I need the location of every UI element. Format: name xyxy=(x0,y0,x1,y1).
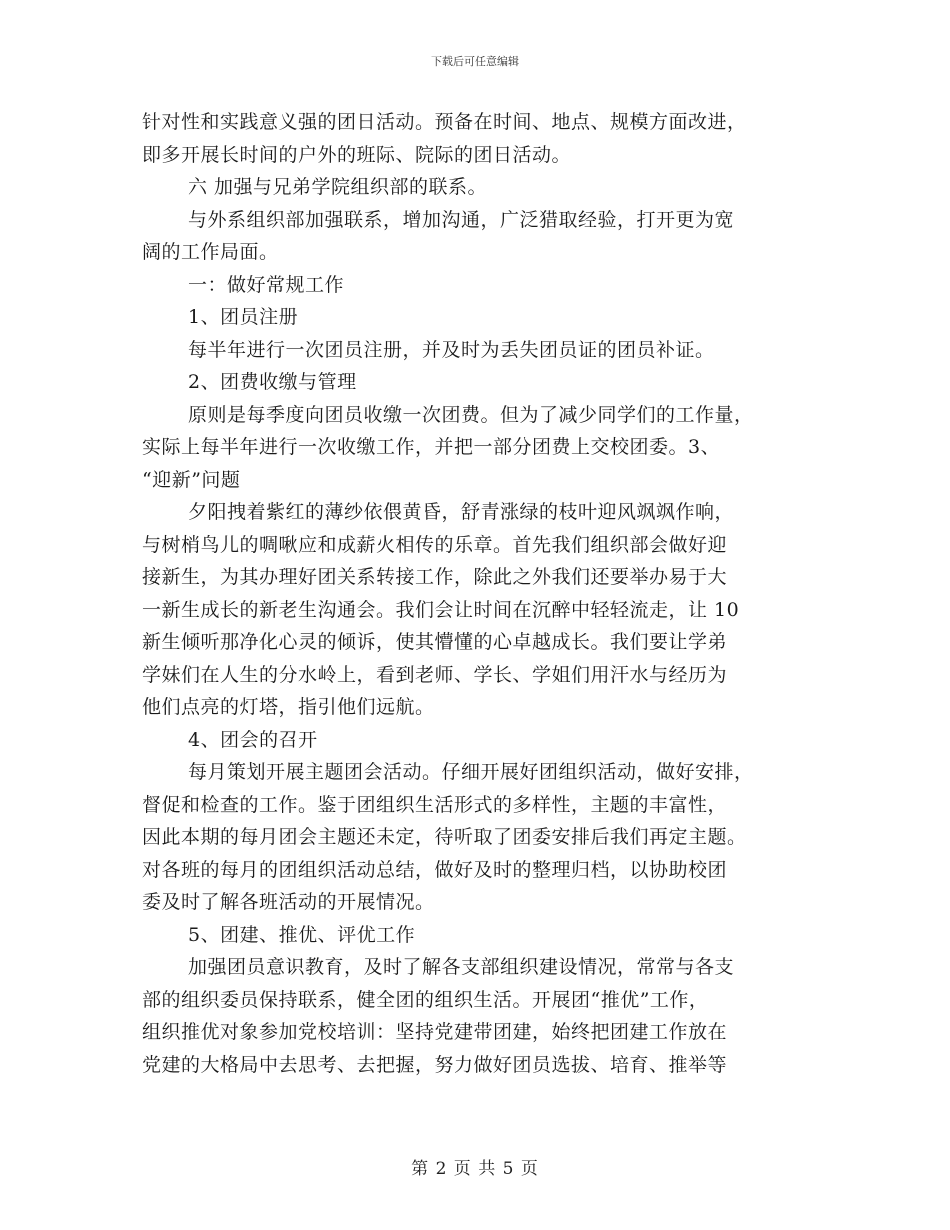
text-line: 党建的大格局中去思考、去把握，努力做好团员选拔、培育、推举等 xyxy=(142,1053,728,1076)
text-line: 接新生，为其办理好团关系转接工作，除此之外我们还要举办易于大 xyxy=(142,566,728,588)
page-footer: 第 2 页 共 5 页 xyxy=(411,1159,539,1179)
text-line: 阔的工作局面。 xyxy=(142,241,279,263)
text-line: 六 加强与兄弟学院组织部的联系。 xyxy=(188,176,488,198)
text-line: 每半年进行一次团员注册，并及时为丢失团员证的团员补证。 xyxy=(188,338,715,361)
text-line: 学妹们在人生的分水岭上，看到老师、学长、学姐们用汗水与经历为 xyxy=(142,663,728,686)
text-line: 夕阳拽着紫红的薄纱依偎黄昏，舒青涨绿的枝叶迎风飒飒作响， xyxy=(188,501,735,523)
text-line: 组织推优对象参加党校培训：坚持党建带团建，始终把团建工作放在 xyxy=(142,1021,728,1043)
page-header: 下载后可任意编辑 xyxy=(431,55,519,68)
text-line: 与外系组织部加强联系，增加沟通，广泛猎取经验，打开更为宽 xyxy=(188,208,735,231)
text-line: 1、团员注册 xyxy=(188,306,299,328)
text-line: 实际上每半年进行一次收缴工作，并把一部分团费上交校团委。3、 xyxy=(142,436,721,458)
text-line: “迎新”问题 xyxy=(142,468,241,491)
text-line: 委及时了解各班活动的开展情况。 xyxy=(142,891,435,913)
text-line: 2、团费收缴与管理 xyxy=(188,371,357,393)
text-line: 督促和检查的工作。鉴于团组织生活形式的多样性，主题的丰富性， xyxy=(142,793,728,816)
text-line: 新生倾听那净化心灵的倾诉，使其懵懂的心卓越成长。我们要让学弟 xyxy=(142,631,728,653)
text-line: 即多开展长时间的户外的班际、院际的团日活动。 xyxy=(142,143,572,166)
text-line: 加强团员意识教育，及时了解各支部组织建设情况，常常与各支 xyxy=(188,956,735,978)
text-line: 部的组织委员保持联系，健全团的组织生活。开展团“推优”工作， xyxy=(142,988,709,1011)
text-line: 针对性和实践意义强的团日活动。预备在时间、地点、规模方面改进， xyxy=(142,111,747,133)
text-line: 一新生成长的新老生沟通会。我们会让时间在沉醉中轻轻流走，让 10 xyxy=(142,598,740,621)
text-line: 他们点亮的灯塔，指引他们远航。 xyxy=(142,696,435,718)
text-line: 因此本期的每月团会主题还未定，待听取了团委安排后我们再定主题。 xyxy=(142,826,747,848)
text-line: 对各班的每月的团组织活动总结，做好及时的整理归档，以协助校团 xyxy=(142,858,728,881)
text-line: 5、团建、推优、评优工作 xyxy=(188,923,416,946)
document-body xyxy=(142,106,822,1081)
text-line: 每月策划开展主题团会活动。仔细开展好团组织活动，做好安排， xyxy=(188,761,754,783)
text-line: 4、团会的召开 xyxy=(188,728,318,751)
text-line: 原则是每季度向团员收缴一次团费。但为了减少同学们的工作量， xyxy=(188,403,754,426)
text-line: 与树梢鸟儿的啁啾应和成薪火相传的乐章。首先我们组织部会做好迎 xyxy=(142,533,728,556)
text-line: 一：做好常规工作 xyxy=(188,273,345,296)
